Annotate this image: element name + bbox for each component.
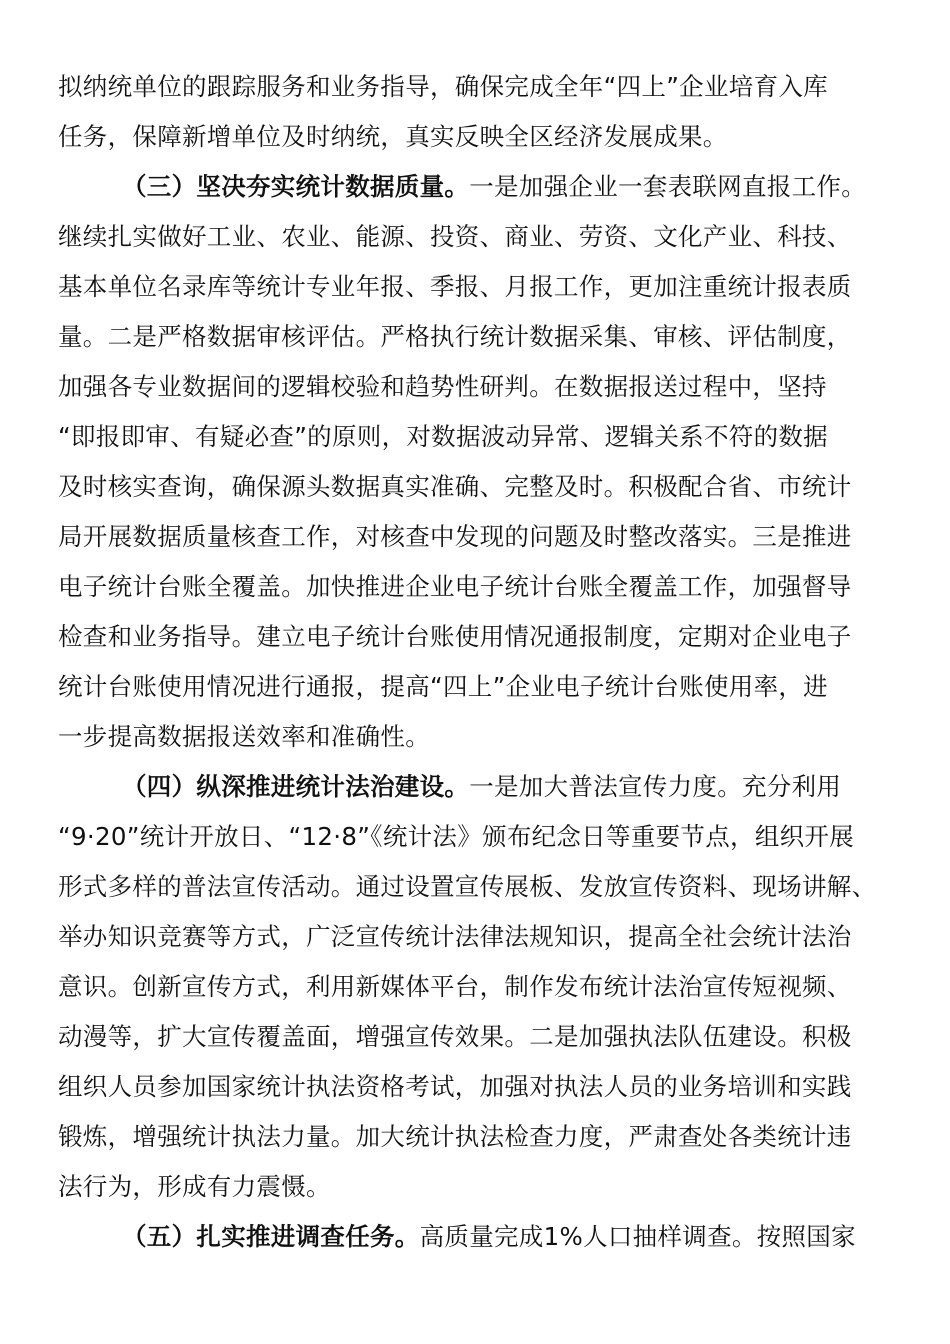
text-line: 基本单位名录库等统计专业年报、季报、月报工作，更加注重统计报表质: [58, 272, 852, 301]
text-line: 电子统计台账全覆盖。加快推进企业电子统计台账全覆盖工作，加强督导: [58, 572, 852, 601]
text-line: “即报即审、有疑必查”的原则，对数据波动异常、逻辑关系不符的数据: [58, 422, 828, 451]
text-line: 检查和业务指导。建立电子统计台账使用情况通报制度，定期对企业电子: [58, 622, 852, 651]
text-line: 一步提高数据报送效率和准确性。: [58, 722, 430, 751]
text-line: 法行为，形成有力震慑。: [58, 1172, 331, 1201]
text-line: 局开展数据质量核查工作，对核查中发现的问题及时整改落实。三是推进: [58, 522, 852, 551]
text-line: 动漫等，扩大宣传覆盖面，增强宣传效果。二是加强执法队伍建设。积极: [58, 1022, 852, 1051]
text-line: 统计台账使用情况进行通报，提高“四上”企业电子统计台账使用率，进: [58, 672, 828, 701]
text-segment: 一是加强企业一套表联网直报工作。: [469, 172, 867, 201]
section-4-heading: （四）纵深推进统计法治建设。: [122, 772, 470, 801]
text-line: 锻炼，增强统计执法力量。加大统计执法检查力度，严肃查处各类统计违: [58, 1122, 852, 1151]
text-line: 意识。创新宣传方式，利用新媒体平台，制作发布统计法治宣传短视频、: [58, 972, 852, 1001]
text-line: 举办知识竞赛等方式，广泛宣传统计法律法规知识，提高全社会统计法治: [58, 922, 852, 951]
text-segment: 高质量完成1%人口抽样调查。按照国家: [419, 1222, 856, 1251]
text-line: 量。二是严格数据审核评估。严格执行统计数据采集、审核、评估制度，: [58, 322, 852, 351]
section-3-line: [122, 172, 898, 202]
text-line: 形式多样的普法宣传活动。通过设置宣传展板、发放宣传资料、现场讲解、: [58, 872, 877, 901]
text-segment: 一是加大普法宣传力度。充分利用: [469, 772, 842, 801]
section-5-heading: （五）扎实推进调查任务。: [122, 1222, 420, 1251]
text-line: 加强各专业数据间的逻辑校验和趋势性研判。在数据报送过程中，坚持: [58, 372, 827, 401]
text-line: 及时核实查询，确保源头数据真实准确、完整及时。积极配合省、市统计: [58, 472, 852, 501]
section-5-line: [122, 1222, 898, 1252]
text-line: 任务，保障新增单位及时纳统，真实反映全区经济发展成果。: [58, 122, 728, 151]
text-line: 继续扎实做好工业、农业、能源、投资、商业、劳资、文化产业、科技、: [58, 222, 852, 251]
section-4-line: [122, 772, 898, 802]
text-line: 拟纳统单位的跟踪服务和业务指导，确保完成全年“四上”企业培育入库: [58, 72, 828, 101]
section-3-heading: （三）坚决夯实统计数据质量。: [122, 172, 470, 201]
text-line: “9·20”统计开放日、“12·8”《统计法》颁布纪念日等重要节点，组织开展: [58, 822, 855, 851]
text-line: 组织人员参加国家统计执法资格考试，加强对执法人员的业务培训和实践: [58, 1072, 852, 1101]
